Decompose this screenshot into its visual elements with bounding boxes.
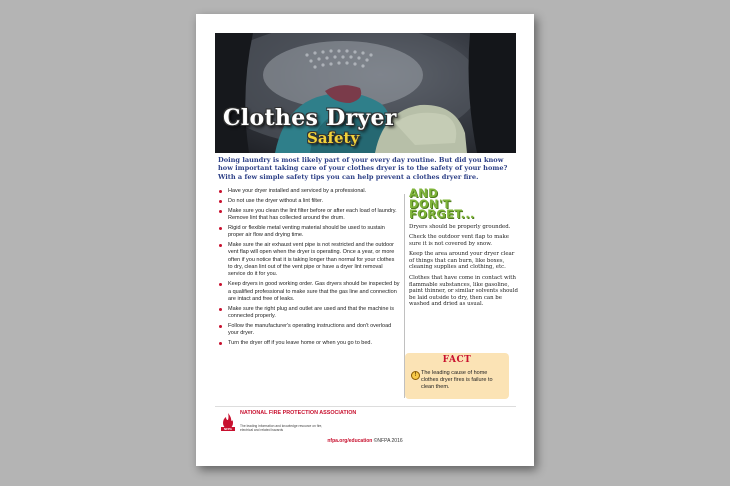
heading-line: AND	[409, 186, 438, 200]
logo-text: NFPA	[224, 427, 232, 432]
bullet-icon	[219, 210, 222, 213]
bullet-icon	[219, 200, 222, 203]
dont-forget-heading	[409, 188, 519, 220]
org-name: NATIONAL FIRE PROTECTION ASSOCIATION	[240, 410, 357, 416]
bullet-icon	[219, 227, 222, 230]
list-item	[218, 242, 400, 278]
dont-forget-sidebar	[409, 188, 519, 308]
list-item	[218, 306, 400, 321]
list-item	[218, 198, 400, 205]
intro-paragraph: Doing laundry is most likely part of your every day routine. But did you know how important taking care of your clothes dryer is to the safety of your home? With a few simple safety tips you can help prevent a clothes dryer fire.	[218, 156, 508, 181]
dryer-photo	[215, 33, 516, 153]
aside-paragraph: Dryers should be properly grounded.	[409, 223, 511, 230]
org-tagline: The leading information and knowledge resource on fire, electrical and related hazards	[240, 424, 323, 432]
bullet-icon	[219, 244, 222, 247]
list-item-text: Turn the dryer off if you leave home or when you go to bed.	[228, 340, 373, 347]
aside-paragraph: Keep the area around your dryer clear of things that can burn, like boxes, cleaning supplies and clothing, etc.	[409, 251, 515, 271]
footer-credits	[196, 438, 534, 444]
flyer-page	[196, 14, 534, 466]
title-clothes-dryer: Clothes Dryer	[223, 105, 397, 131]
education-link[interactable]: nfpa.org/education	[327, 438, 373, 444]
heading-line: DON'T	[409, 196, 451, 211]
list-item-text: Make sure you clean the lint filter before or after each load of laundry. Remove lint that has collected around the drum.	[228, 207, 397, 222]
safety-tips-list	[218, 188, 400, 350]
list-item-text: Make sure the right plug and outlet are used and that the machine is connected properly.	[228, 305, 395, 320]
list-item-text: Make sure the air exhaust vent pipe is not restricted and the outdoor vent flap will open when the dryer is operating. Once a year, or more often if you notice that it is taking longer than normal for your clothes to dry, clean lint out of the vent pipe or have a dryer lint removal service do it for you.	[228, 242, 395, 278]
fact-label: FACT	[442, 355, 472, 365]
bullet-icon	[219, 342, 222, 345]
bullet-icon	[219, 308, 222, 311]
aside-paragraph: Clothes that have come in contact with flammable substances, like gasoline, paint thinner, or similar solvents should be laid outside to dry, then can be washed and dried as usual.	[409, 275, 518, 308]
list-item	[218, 281, 400, 303]
list-item	[218, 208, 400, 223]
list-item-text: Have your dryer installed and serviced by a professional.	[228, 188, 367, 194]
exclamation-icon: !	[411, 371, 420, 380]
heading-line: FORGET...	[409, 207, 475, 221]
list-item-text: Follow the manufacturer's operating instructions and don't overload your dryer.	[228, 322, 392, 337]
list-item	[218, 340, 400, 347]
copyright: ©NFPA 2016	[373, 438, 403, 444]
hero-image	[215, 33, 516, 153]
list-item-text: Keep dryers in good working order. Gas dryers should be inspected by a qualified professional to make sure that the gas line and connection are intact and free of leaks.	[228, 281, 400, 302]
list-item	[218, 225, 400, 240]
bullet-icon	[219, 190, 222, 193]
list-item-text: Do not use the dryer without a lint filter.	[228, 197, 324, 204]
bullet-icon	[219, 283, 222, 286]
bullet-icon	[219, 325, 222, 328]
list-item-text: Rigid or flexible metal venting material should be used to sustain proper air flow and drying time.	[228, 224, 385, 239]
nfpa-logo-icon	[220, 412, 236, 432]
aside-paragraph: Check the outdoor vent flap to make sure it is not covered by snow.	[409, 234, 509, 247]
title-safety: Safety	[307, 129, 360, 147]
fact-text: The leading cause of home clothes dryer fires is failure to clean them.	[421, 370, 493, 390]
fact-box	[405, 353, 509, 399]
list-item	[218, 188, 400, 195]
list-item	[218, 323, 400, 338]
footer-divider	[215, 406, 516, 407]
